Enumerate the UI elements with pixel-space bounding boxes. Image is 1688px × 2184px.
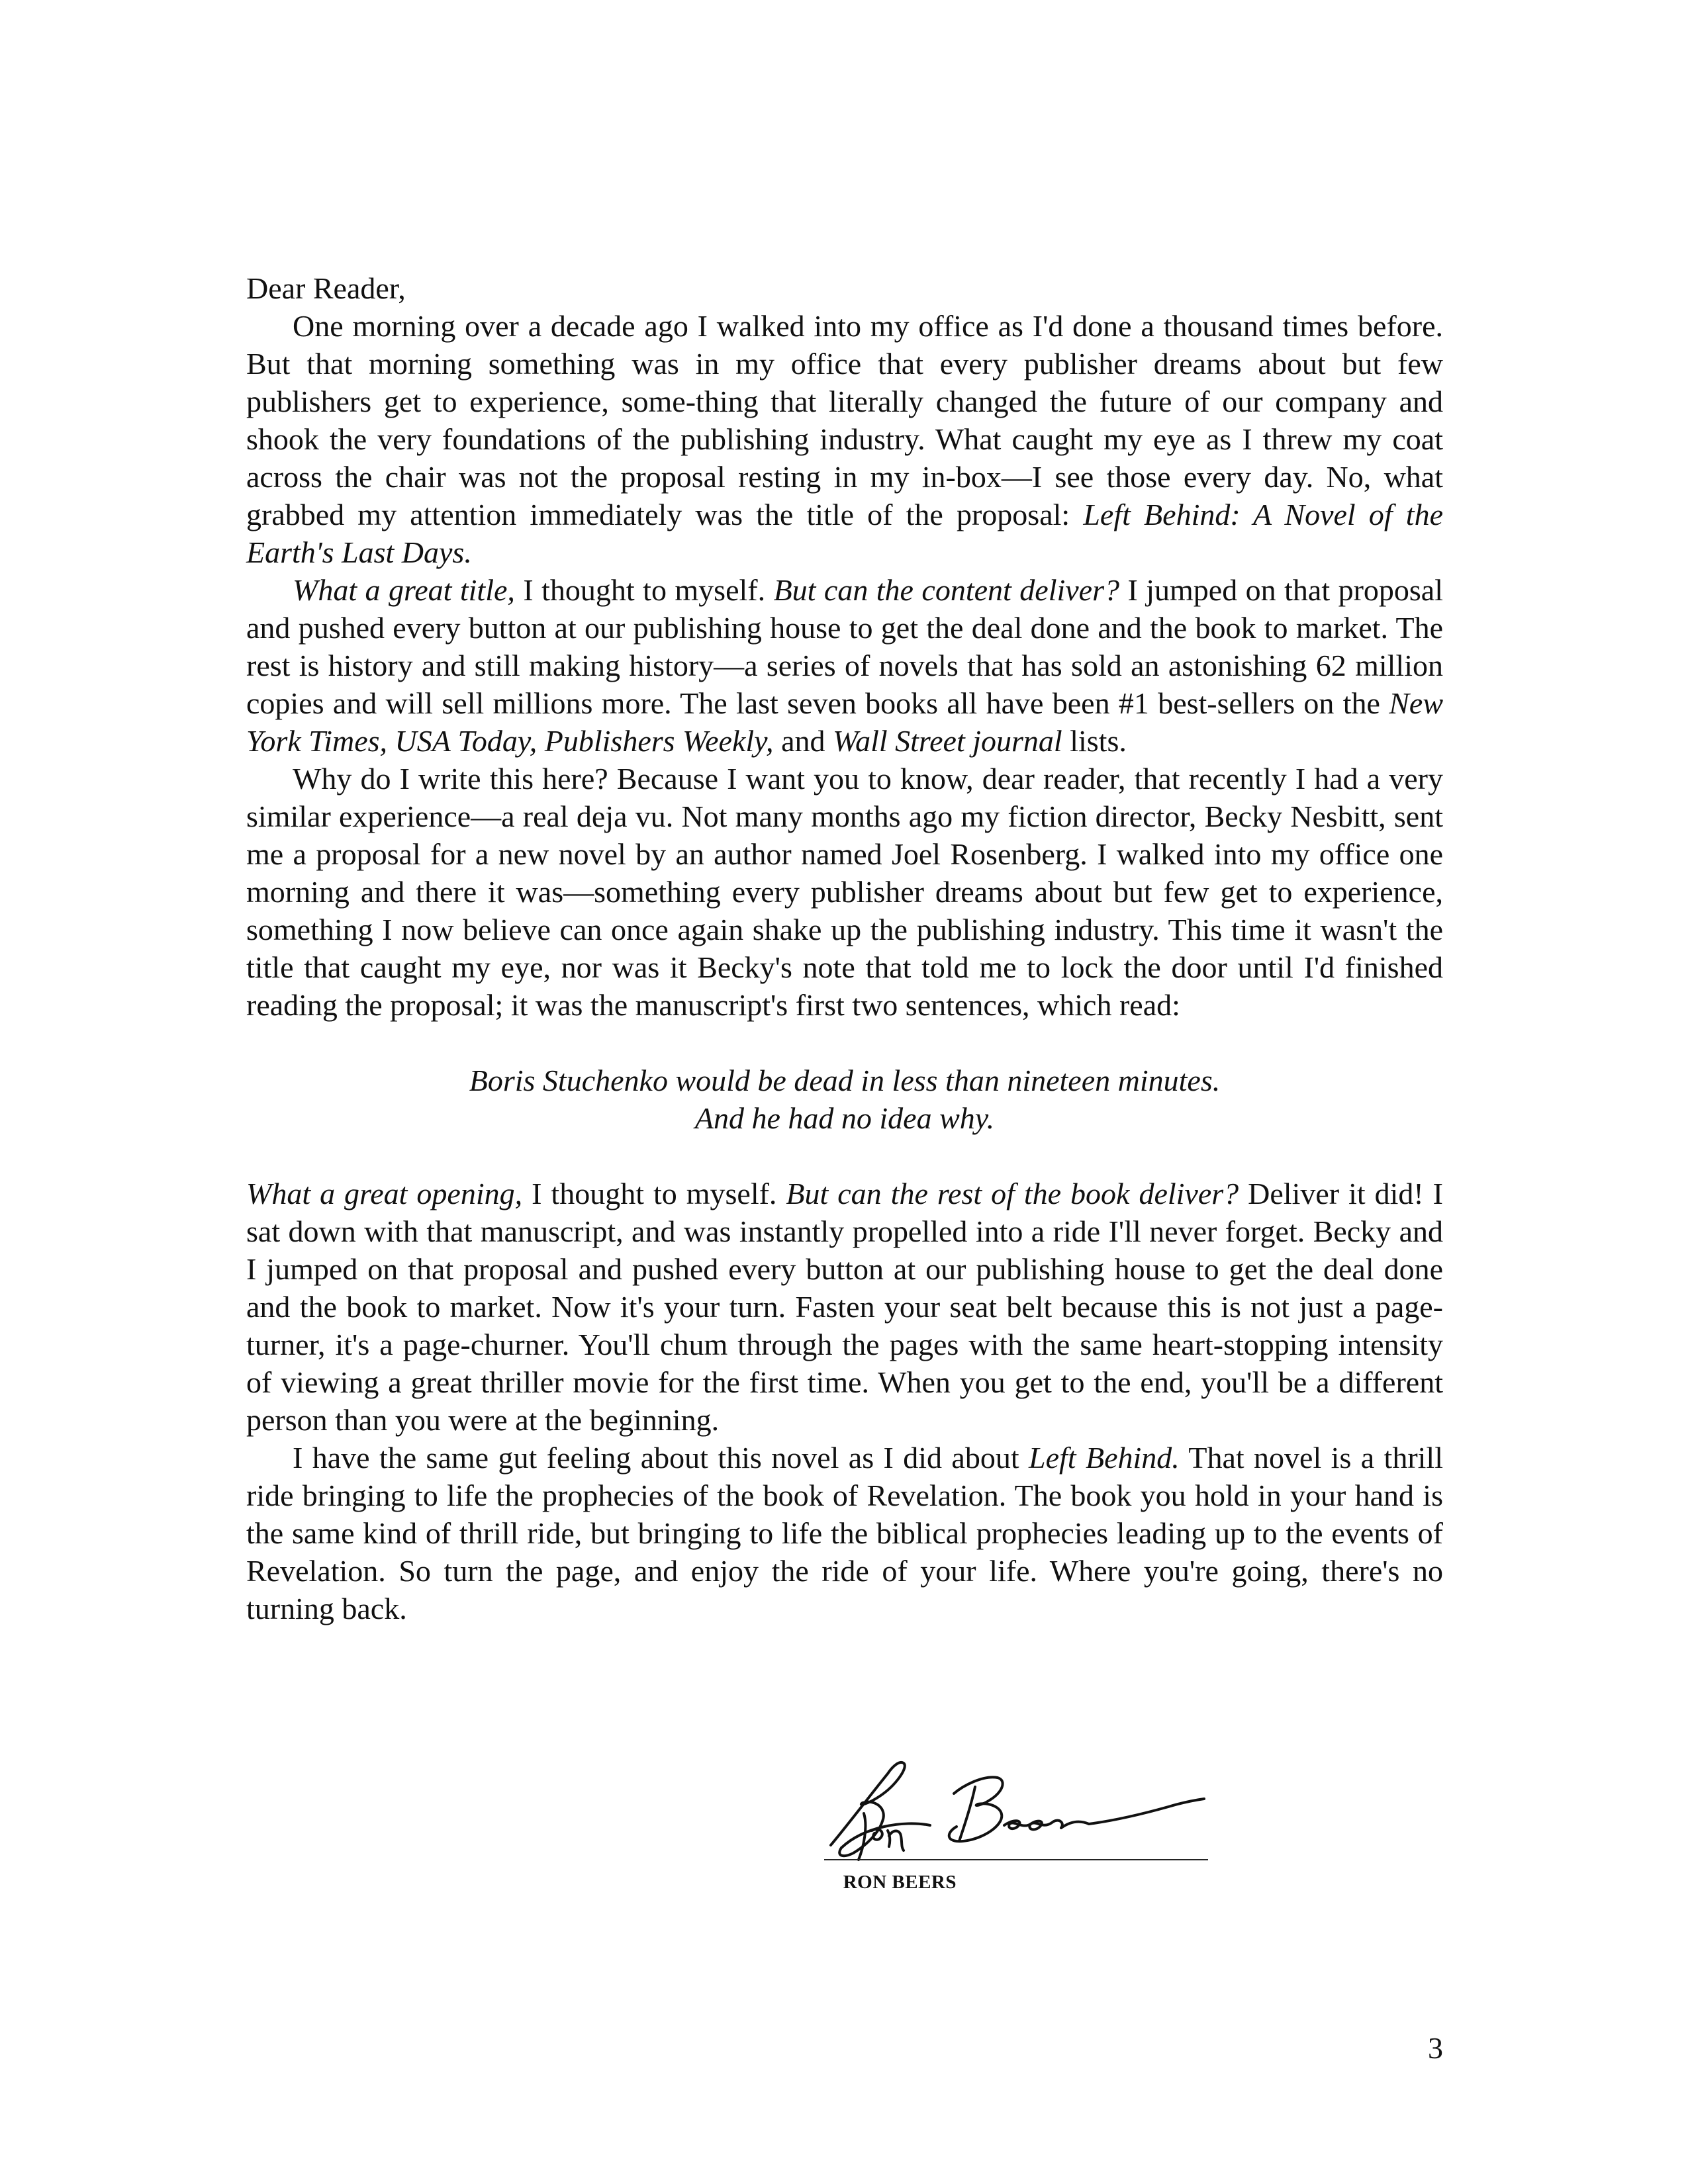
paragraph-4-italic-a: What a great opening, — [246, 1177, 523, 1210]
paragraph-5-text-b: That novel is a thrill ride bringing to life the prophecies of the book of Revelation. The book you hold in your hand is the same kind of thrill ride, but bringing to life the biblical prophecies leading up to the events of Revelation. So turn the page, and enjoy the ride of your life. Where you're going, there's no turning back. — [246, 1441, 1443, 1625]
wall-street-journal: Wall Street journal — [832, 724, 1062, 758]
opening-quote — [246, 1062, 1443, 1137]
paragraph-1 — [246, 307, 1443, 571]
paragraph-2-text-c: and — [773, 724, 833, 758]
book-title-left-behind-2: Left Behind. — [1029, 1441, 1180, 1475]
book-title-left-behind: Left Behind: A Novel of the Earth's Last Days. — [246, 498, 1443, 569]
paragraph-2-italic-b: But can the content deliver? — [773, 573, 1119, 607]
paragraph-4 — [246, 1175, 1443, 1439]
paragraph-4-italic-b: But can the rest of the book deliver? — [786, 1177, 1239, 1210]
letter-body — [246, 269, 1443, 1627]
paragraph-5-text-a: I have the same gut feeling about this novel as I did about — [293, 1441, 1029, 1475]
paragraph-4-text-a: I thought to myself. — [522, 1177, 786, 1210]
paragraph-1-text: One morning over a decade ago I walked into my office as I'd done a thousand times before. But that morning something was in my office that every publisher dreams about but few publishers get to experience, some-thing that literally changed the future of our company and shook the very foundations of the publishing industry. What caught my eye as I threw my coat across the chair was not the proposal resting in my in-box—I see those every day. No, what grabbed my attention immediately was the title of the proposal: — [246, 309, 1443, 531]
bestseller-lists: New York Times, USA Today, Publishers Weekly, — [246, 686, 1443, 758]
signatory-name: RON BEERS — [843, 1872, 957, 1893]
handwritten-signature-icon — [824, 1747, 1221, 1886]
paragraph-2 — [246, 571, 1443, 760]
paragraph-4-text-b: Deliver it did! I sat down with that manuscript, and was instantly propelled into a ride I'll never forget. Becky and I jumped on that proposal and pushed every button at our publishing house to get the deal done and the book to market. Now it's your turn. Fasten your seat belt because this is not just a page-turner, it's a page-churner. You'll chum through the pages with the same heart-stopping intensity of viewing a great thriller movie for the first time. When you get to the end, you'll be a different person than you were at the beginning. — [246, 1177, 1444, 1437]
paragraph-3: Why do I write this here? Because I want you to know, dear reader, that recently I had a very similar experience—a real deja vu. Not many months ago my fiction director, Becky Nesbitt, sent me a proposal for a new novel by an author named Joel Rosenberg. I walked into my office one morning and there it was—something every publisher dreams about but few get to experience, something I now believe can once again shake up the publishing industry. This time it wasn't the title that caught my eye, nor was it Becky's note that told me to lock the door until I'd finished reading the proposal; it was the manuscript's first two sentences, which read: — [246, 762, 1443, 1022]
paragraph-2-text-b: I jumped on that proposal and pushed every button at our publishing house to get the deal done and the book to market. The rest is history and still making history—a series of novels that has sold an astonishing 62 million copies and will sell millions more. The last seven books all have been #1 best-sellers on the — [246, 573, 1443, 720]
page-number: 3 — [1428, 2031, 1443, 2065]
paragraph-2-text-d: lists. — [1062, 724, 1127, 758]
quote-line-1: Boris Stuchenko would be dead in less than nineteen minutes. — [469, 1064, 1221, 1097]
signature — [824, 1747, 1221, 1886]
quote-line-2: And he had no idea why. — [694, 1101, 995, 1135]
paragraph-5 — [246, 1439, 1443, 1627]
paragraph-2-text-a: I thought to myself. — [514, 573, 774, 607]
paragraph-2-italic-a: What a great title, — [293, 573, 515, 607]
salutation: Dear Reader, — [246, 271, 406, 305]
